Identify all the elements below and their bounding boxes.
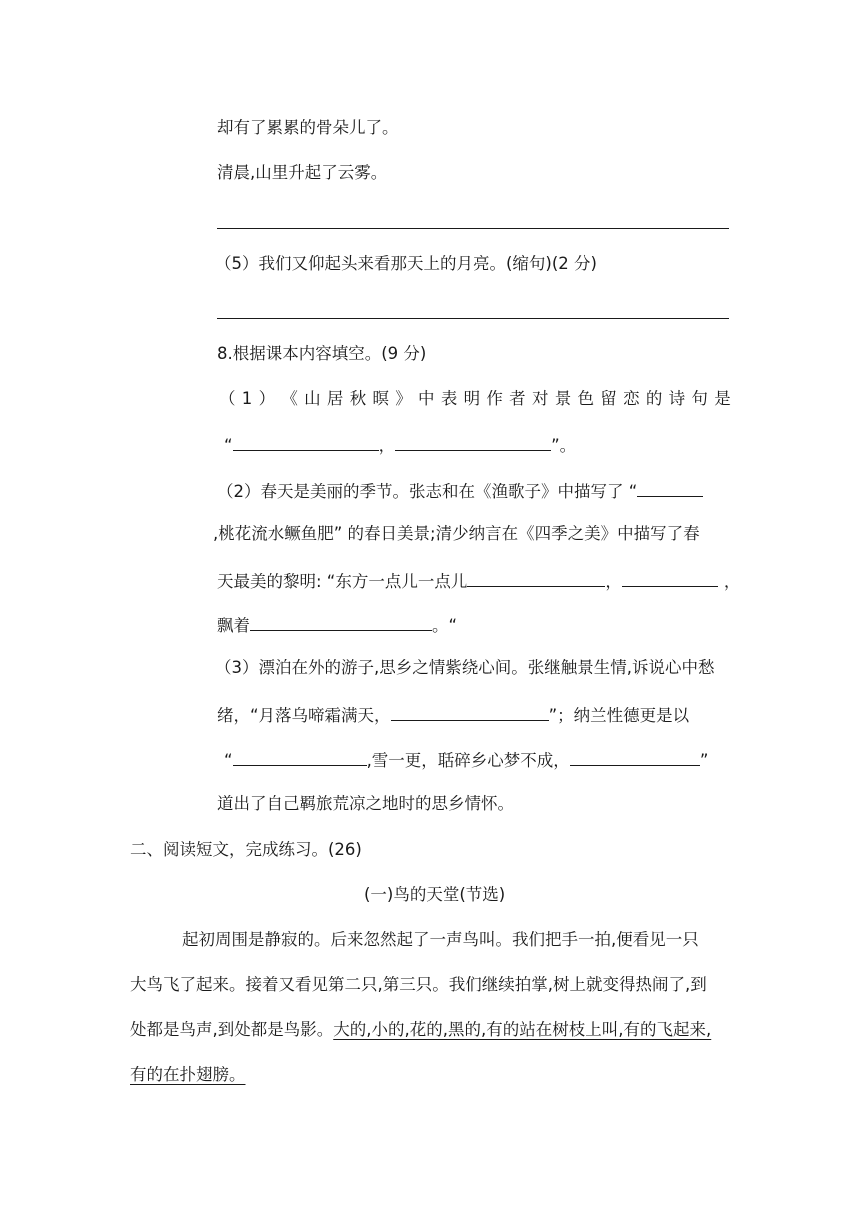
comma: ， bbox=[605, 572, 622, 591]
blank-field bbox=[637, 478, 703, 497]
question-8-part-2-line bbox=[217, 612, 457, 638]
comma: ， bbox=[723, 572, 741, 591]
blank-field bbox=[233, 747, 367, 766]
text-run: （2）春天是美丽的季节。张志和在《渔歌子》中描写了 “ bbox=[217, 482, 638, 501]
char: 恋 bbox=[623, 389, 640, 408]
answer-line bbox=[217, 228, 729, 229]
text-run: ,雪一更，聒碎乡心梦不成， bbox=[366, 751, 570, 770]
question-8-part-3-line bbox=[224, 747, 708, 773]
open-quote: “ bbox=[224, 436, 233, 455]
text-run: 飘着 bbox=[217, 616, 250, 635]
char: 者 bbox=[509, 389, 526, 408]
blank-field bbox=[622, 568, 718, 587]
char: 的 bbox=[645, 389, 663, 408]
passage-line: 起初周围是静寂的。后来忽然起了一声鸟叫。我们把手一拍,便看见一只 bbox=[182, 930, 699, 949]
passage-title: (一)鸟的天堂(节选) bbox=[364, 885, 506, 904]
blank-field bbox=[570, 747, 700, 766]
text-run: 绪，“月落乌啼霜满天， bbox=[217, 706, 391, 725]
question-8-part-2-line: ,桃花流水鳜鱼肥” 的春日美景;清少纳言在《四季之美》中描写了春 bbox=[213, 524, 700, 543]
blank-field bbox=[391, 702, 549, 721]
section-2-heading: 二、阅读短文，完成练习。(26) bbox=[130, 840, 362, 859]
text-line: 却有了累累的骨朵儿了。 bbox=[217, 118, 399, 137]
answer-line bbox=[217, 318, 729, 319]
passage-line bbox=[130, 1018, 711, 1042]
char: 对 bbox=[531, 389, 549, 408]
char: 诗 bbox=[668, 389, 686, 408]
char: 景 bbox=[554, 389, 572, 408]
question-8-part-1-line bbox=[219, 387, 731, 411]
char: （ bbox=[219, 389, 236, 408]
question-8-heading: 8.根据课本内容填空。(9 分) bbox=[217, 344, 427, 363]
close-quote: ” bbox=[699, 751, 709, 770]
question-8-part-2-line bbox=[217, 568, 740, 594]
char: 1 bbox=[241, 389, 253, 408]
blank-field bbox=[395, 432, 551, 451]
question-8-part-1-blanks bbox=[224, 432, 576, 458]
char: 暝 bbox=[372, 389, 389, 408]
char: 作 bbox=[486, 389, 503, 408]
char: 表 bbox=[440, 389, 458, 408]
underlined-text: 有的在扑翅膀。 bbox=[130, 1065, 246, 1084]
question-8-part-3-line: （3）漂泊在外的游子,思乡之情紫绕心间。张继触景生情,诉说心中愁 bbox=[215, 658, 715, 677]
text-run: ”；纳兰性德更是以 bbox=[548, 706, 690, 725]
text-run: 。“ bbox=[432, 616, 458, 635]
char: 明 bbox=[463, 389, 481, 408]
char: 句 bbox=[691, 389, 708, 408]
char: 》 bbox=[395, 389, 412, 408]
blank-field bbox=[233, 432, 379, 451]
blank-field bbox=[467, 568, 605, 587]
open-quote: “ bbox=[224, 751, 233, 770]
text-run: 天最美的黎明: “东方一点儿一点儿 bbox=[217, 572, 468, 591]
char: 《 bbox=[281, 389, 298, 408]
char: 居 bbox=[326, 389, 344, 408]
char: 秋 bbox=[349, 389, 367, 408]
question-8-part-3-line bbox=[217, 702, 689, 728]
question-5: （5）我们又仰起头来看那天上的月亮。(缩句)(2 分) bbox=[215, 254, 597, 273]
blank-field bbox=[250, 612, 432, 631]
passage-line: 大鸟飞了起来。接着又看见第二只,第三只。我们继续拍掌,树上就变得热闹了,到 bbox=[130, 975, 707, 994]
char: 是 bbox=[714, 389, 731, 408]
char: ） bbox=[258, 389, 276, 408]
text-line: 清晨,山里升起了云雾。 bbox=[217, 163, 388, 182]
char: 留 bbox=[600, 389, 617, 408]
text-run: 处都是鸟声,到处都是鸟影。 bbox=[130, 1020, 334, 1039]
char: 色 bbox=[577, 389, 594, 408]
comma: ， bbox=[378, 436, 396, 455]
close-quote: ”。 bbox=[551, 436, 577, 455]
question-8-part-3-line: 道出了自己羁旅荒凉之地时的思乡情怀。 bbox=[217, 794, 514, 813]
passage-line bbox=[130, 1063, 246, 1087]
char: 中 bbox=[418, 389, 435, 408]
question-8-part-2-line bbox=[217, 478, 703, 504]
underlined-text: 大的,小的,花的,黑的,有的站在树枝上叫,有的飞起来, bbox=[333, 1020, 712, 1039]
char: 山 bbox=[304, 389, 321, 408]
